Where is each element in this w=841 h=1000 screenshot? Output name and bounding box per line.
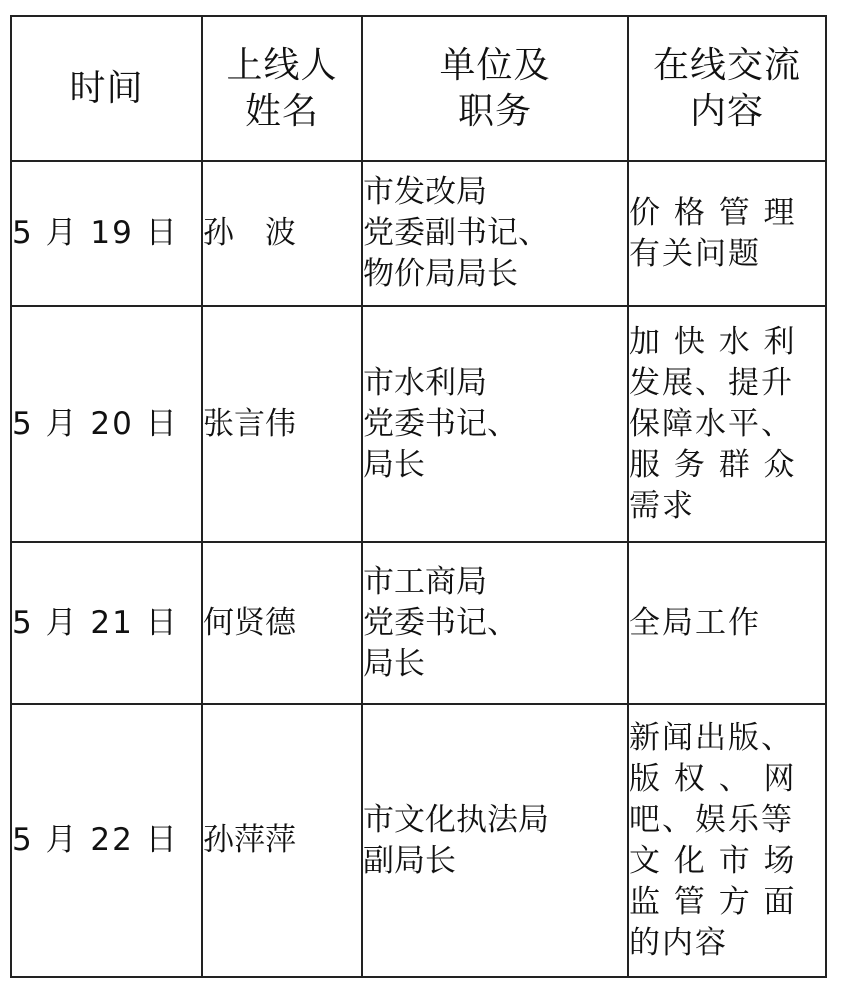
row-date: 5 月 19 日 bbox=[11, 161, 202, 306]
row-unit: 市工商局 党委书记、 局长 bbox=[362, 542, 628, 704]
table-row bbox=[11, 542, 826, 704]
row-topic: 全局工作 bbox=[628, 542, 826, 704]
row-topic: 价 格 管 理 有关问题 bbox=[628, 161, 826, 306]
row-topic: 新闻出版、 版 权 、 网 吧、娱乐等 文 化 市 场 监 管 方 面 的内容 bbox=[628, 704, 826, 977]
row-unit: 市文化执法局 副局长 bbox=[362, 704, 628, 977]
header-topic: 在线交流 内容 bbox=[628, 16, 826, 161]
row-date: 5 月 20 日 bbox=[11, 306, 202, 542]
header-time: 时间 bbox=[11, 16, 202, 161]
row-name: 孙萍萍 bbox=[202, 704, 362, 977]
row-date: 5 月 21 日 bbox=[11, 542, 202, 704]
table-header-row bbox=[11, 16, 826, 161]
row-name: 何贤德 bbox=[202, 542, 362, 704]
row-name: 孙 波 bbox=[202, 161, 362, 306]
table-row bbox=[11, 704, 826, 977]
schedule-table bbox=[10, 15, 827, 978]
row-unit: 市水利局 党委书记、 局长 bbox=[362, 306, 628, 542]
table-row bbox=[11, 306, 826, 542]
header-unit: 单位及 职务 bbox=[362, 16, 628, 161]
row-date: 5 月 22 日 bbox=[11, 704, 202, 977]
row-topic: 加 快 水 利 发展、提升 保障水平、 服 务 群 众 需求 bbox=[628, 306, 826, 542]
row-unit: 市发改局 党委副书记、 物价局局长 bbox=[362, 161, 628, 306]
table-row bbox=[11, 161, 826, 306]
header-name: 上线人 姓名 bbox=[202, 16, 362, 161]
row-name: 张言伟 bbox=[202, 306, 362, 542]
